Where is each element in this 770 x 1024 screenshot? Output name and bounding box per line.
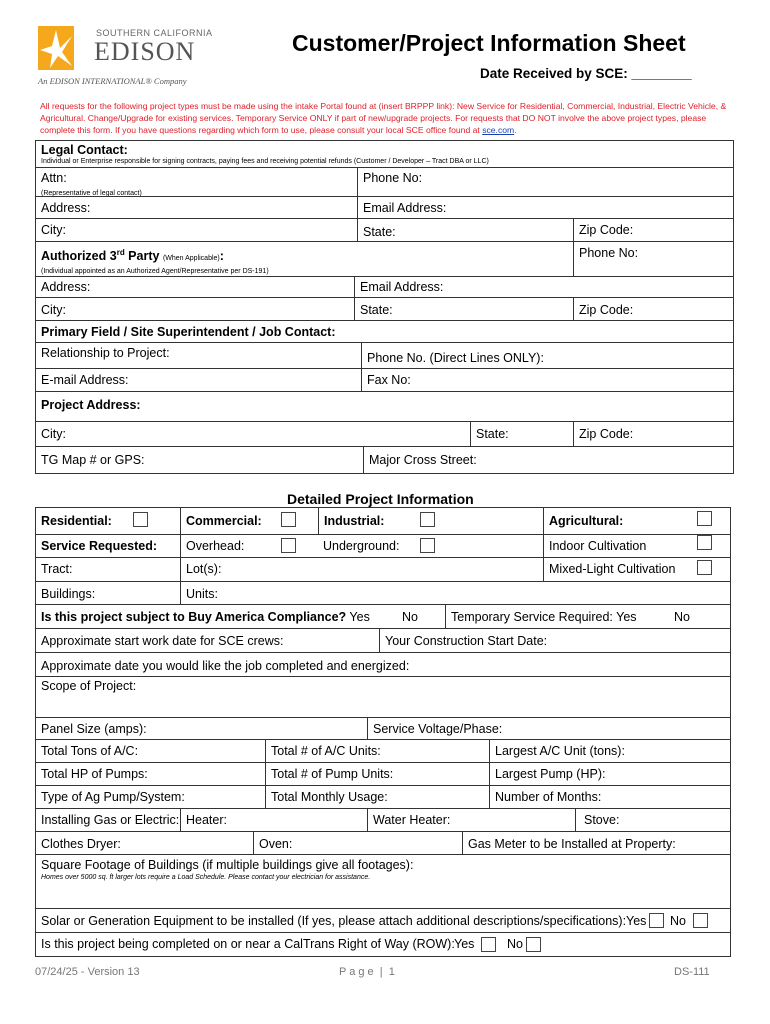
temp-service-label: Temporary Service Required:: [451, 610, 613, 624]
largest-pump-field[interactable]: [489, 762, 731, 786]
lots-field[interactable]: [180, 557, 544, 582]
service-requested-cell: [35, 534, 181, 558]
residential-cell: [35, 507, 181, 535]
overhead-label: Overhead:: [186, 539, 245, 553]
legal-address-field[interactable]: [35, 196, 358, 219]
third-party-phone-field[interactable]: [573, 241, 734, 277]
buy-america-label: Is this project subject to Buy America Compliance?: [41, 610, 347, 624]
caltrans-yes-checkbox[interactable]: [481, 937, 496, 952]
third-party-zip-label: Zip Code:: [579, 303, 634, 317]
solar-label: Solar or Generation Equipment to be installed (If yes, please attach additional descriptions/specifications):: [41, 914, 627, 928]
largest-pump-label: Largest Pump (HP):: [495, 767, 606, 781]
buildings-label: Buildings:: [41, 587, 96, 601]
monthly-usage-field[interactable]: [265, 785, 490, 809]
clothes-dryer-field[interactable]: [35, 831, 254, 855]
project-city-label: City:: [41, 427, 66, 441]
legal-zip-label: Zip Code:: [579, 223, 634, 237]
third-party-phone-label: Phone No:: [579, 246, 639, 260]
square-footage-note: Homes over 5000 sq. ft larger lots require a Load Schedule. Please contact your electrician for assistance.: [41, 874, 371, 881]
legal-contact-heading: Legal Contact:: [41, 143, 128, 157]
ag-pump-field[interactable]: [35, 785, 266, 809]
third-party-desc: (Individual appointed as an Authorized Agent/Representative per DS-191): [41, 268, 269, 276]
project-zip-label: Zip Code:: [579, 427, 634, 441]
agricultural-label: Agricultural:: [549, 514, 624, 528]
sce-start-date-field[interactable]: [35, 628, 380, 653]
cross-street-label: Major Cross Street:: [369, 453, 477, 467]
third-party-email-field[interactable]: [354, 276, 734, 298]
legal-zip-field[interactable]: [573, 218, 734, 242]
commercial-checkbox[interactable]: [281, 512, 296, 527]
caltrans-yes-label: Yes: [454, 937, 475, 951]
solar-no-checkbox[interactable]: [693, 913, 708, 928]
mixed-light-label: Mixed-Light Cultivation: [549, 562, 676, 576]
legal-email-label: Email Address:: [363, 201, 447, 215]
buildings-field[interactable]: [35, 581, 181, 605]
overhead-checkbox[interactable]: [281, 538, 296, 553]
legal-contact-header: [35, 140, 734, 168]
primary-contact-heading: Primary Field / Site Superintendent / Job Contact:: [35, 320, 734, 343]
legal-address-label: Address:: [41, 201, 91, 215]
largest-ac-label: Largest A/C Unit (tons):: [495, 744, 625, 758]
completion-date-label: Approximate date you would like the job completed and energized:: [41, 659, 410, 673]
third-party-email-label: Email Address:: [360, 280, 444, 294]
cross-street-field[interactable]: [363, 446, 734, 474]
construction-start-label: Your Construction Start Date:: [385, 634, 548, 648]
water-heater-label: Water Heater:: [373, 813, 451, 827]
indoor-cultivation-label: Indoor Cultivation: [549, 539, 647, 553]
largest-ac-field[interactable]: [489, 739, 731, 763]
installing-gas-electric-cell: [35, 808, 181, 832]
number-of-months-field[interactable]: [489, 785, 731, 809]
lots-label: Lot(s):: [186, 562, 222, 576]
footer-form-number: DS-111: [674, 966, 710, 978]
service-requested-label: Service Requested:: [41, 539, 158, 553]
ac-units-label: Total # of A/C Units:: [271, 744, 381, 758]
ac-tons-label: Total Tons of A/C:: [41, 744, 139, 758]
buy-america-no[interactable]: No: [402, 610, 418, 624]
notice-text: All requests for the following project types must be made using the intake Portal found at (insert BRPPP link): New Service for Residential, Commercial, Industrial, Electric Vehicle, & Agricultural. Change/Upgrade for existing services. Temporary Service ONLY if part of new/upgrade projects. For requests that DO NOT involve the above project types, please complete this form. If you have questions regarding which form to use, please consult your local SCE office found at sce.com.: [40, 101, 727, 135]
date-received: Date Received by SCE: ________: [480, 66, 692, 81]
tract-label: Tract:: [41, 562, 73, 576]
tg-map-label: TG Map # or GPS:: [41, 453, 145, 467]
primary-phone-field[interactable]: [361, 342, 734, 369]
panel-size-label: Panel Size (amps):: [41, 722, 147, 736]
oven-field[interactable]: [253, 831, 463, 855]
solar-yes-label: Yes: [626, 914, 647, 928]
third-party-state-label: State:: [360, 303, 393, 317]
relationship-field[interactable]: [35, 342, 362, 369]
heater-field[interactable]: [180, 808, 368, 832]
units-field[interactable]: [180, 581, 731, 605]
temp-service-no[interactable]: No: [674, 610, 690, 624]
legal-phone-label: Phone No:: [363, 171, 423, 185]
legal-city-field[interactable]: [35, 218, 358, 242]
monthly-usage-label: Total Monthly Usage:: [271, 790, 388, 804]
mixed-light-checkbox[interactable]: [697, 560, 712, 575]
sce-link[interactable]: sce.com: [482, 125, 515, 135]
stove-label: Stove:: [584, 813, 620, 827]
detail-heading: Detailed Project Information: [287, 491, 474, 507]
third-party-when: (When Applicable): [162, 255, 220, 263]
hp-pumps-label: Total HP of Pumps:: [41, 767, 148, 781]
residential-label: Residential:: [41, 514, 112, 528]
solar-yes-checkbox[interactable]: [649, 913, 664, 928]
project-state-field[interactable]: [470, 421, 574, 447]
third-party-state-field[interactable]: [354, 297, 574, 321]
edison-logo: [38, 26, 218, 88]
tg-map-field[interactable]: [35, 446, 364, 474]
overhead-underground-cell: [180, 534, 544, 558]
stove-field[interactable]: [575, 808, 731, 832]
third-party-header: Authorized 3rd Party (When Applicable): (Individual appointed as an Authorized Agent/Representative per DS-191): [35, 241, 574, 277]
commercial-label: Commercial:: [186, 514, 262, 528]
underground-checkbox[interactable]: [420, 538, 435, 553]
project-address-field[interactable]: [35, 391, 734, 422]
logo-sub-text: An EDISON INTERNATIONAL® Company: [38, 76, 187, 86]
third-party-address-field[interactable]: [35, 276, 355, 298]
square-footage-field[interactable]: [35, 854, 731, 909]
temp-service-cell: [445, 604, 731, 629]
residential-checkbox[interactable]: [133, 512, 148, 527]
gas-meter-label: Gas Meter to be Installed at Property:: [468, 837, 676, 851]
square-footage-label: Square Footage of Buildings (if multiple buildings give all footages):: [41, 858, 414, 872]
installing-gas-electric-label: Installing Gas or Electric:: [41, 813, 180, 827]
project-city-field[interactable]: [35, 421, 471, 447]
third-party-zip-field[interactable]: [573, 297, 734, 321]
relationship-label: Relationship to Project:: [41, 346, 170, 360]
primary-email-label: E-mail Address:: [41, 373, 129, 387]
tract-field[interactable]: [35, 557, 181, 582]
solar-cell: [35, 908, 731, 933]
fax-field[interactable]: [361, 368, 734, 392]
construction-start-field[interactable]: [379, 628, 731, 653]
fax-label: Fax No:: [367, 373, 411, 387]
solar-no-label: No: [670, 914, 686, 928]
agricultural-checkbox[interactable]: [697, 511, 712, 526]
primary-phone-label: Phone No. (Direct Lines ONLY):: [367, 351, 544, 365]
third-party-address-label: Address:: [41, 280, 91, 294]
service-voltage-field[interactable]: [367, 717, 731, 740]
oven-label: Oven:: [259, 837, 293, 851]
page-title: Customer/Project Information Sheet: [292, 30, 686, 56]
pump-units-field[interactable]: [265, 762, 490, 786]
number-of-months-label: Number of Months:: [495, 790, 602, 804]
legal-state-field[interactable]: [357, 218, 574, 242]
ag-pump-label: Type of Ag Pump/System:: [41, 790, 185, 804]
legal-contact-desc: Individual or Enterprise responsible for signing contracts, paying fees and receiving potential refunds (Customer / Developer – Tract DBA or LLC): [41, 158, 489, 165]
hp-pumps-field[interactable]: [35, 762, 266, 786]
heater-label: Heater:: [186, 813, 227, 827]
units-label: Units:: [186, 587, 218, 601]
third-party-city-label: City:: [41, 303, 66, 317]
commercial-cell: [180, 507, 319, 535]
water-heater-field[interactable]: [367, 808, 576, 832]
pump-units-label: Total # of Pump Units:: [271, 767, 394, 781]
legal-city-label: City:: [41, 223, 66, 237]
completion-date-field[interactable]: [35, 652, 731, 677]
logo-main-text: EDISON: [94, 37, 196, 66]
scope-label: Scope of Project:: [41, 679, 137, 693]
footer-page: P a g e | 1: [339, 966, 395, 978]
panel-size-field[interactable]: [35, 717, 368, 740]
primary-email-field[interactable]: [35, 368, 362, 392]
legal-state-label: State:: [363, 225, 396, 239]
underground-label: Underground:: [323, 539, 400, 553]
project-zip-field[interactable]: [573, 421, 734, 447]
caltrans-no-checkbox[interactable]: [526, 937, 541, 952]
legal-attn-note: (Representative of legal contact): [41, 190, 142, 197]
legal-email-field[interactable]: [357, 196, 734, 219]
sce-start-date-label: Approximate start work date for SCE crews:: [41, 634, 284, 648]
caltrans-no-label: No: [507, 937, 523, 951]
indoor-cultivation-checkbox[interactable]: [697, 535, 712, 550]
legal-attn-field[interactable]: [35, 167, 358, 197]
buy-america-cell: [35, 604, 446, 629]
ac-tons-field[interactable]: [35, 739, 266, 763]
third-party-city-field[interactable]: [35, 297, 355, 321]
project-state-label: State:: [476, 427, 509, 441]
legal-phone-field[interactable]: [357, 167, 734, 197]
ac-units-field[interactable]: [265, 739, 490, 763]
industrial-label: Industrial:: [324, 514, 385, 528]
gas-meter-field[interactable]: [462, 831, 731, 855]
service-voltage-label: Service Voltage/Phase:: [373, 722, 503, 736]
industrial-checkbox[interactable]: [420, 512, 435, 527]
logo-top-text: SOUTHERN CALIFORNIA: [96, 28, 213, 38]
caltrans-label: Is this project being completed on or near a CalTrans Right of Way (ROW):: [41, 937, 455, 951]
clothes-dryer-label: Clothes Dryer:: [41, 837, 121, 851]
temp-service-yes[interactable]: Yes: [616, 610, 637, 624]
caltrans-cell: [35, 932, 731, 957]
third-party-heading: Authorized 3: [41, 249, 117, 264]
buy-america-yes[interactable]: Yes: [349, 610, 370, 624]
footer-version: 07/24/25 - Version 13: [35, 966, 140, 978]
edison-logo-mark: [38, 26, 74, 70]
project-address-heading: Project Address:: [41, 398, 141, 412]
legal-attn-label: Attn:: [41, 171, 67, 185]
scope-field[interactable]: [35, 676, 731, 718]
